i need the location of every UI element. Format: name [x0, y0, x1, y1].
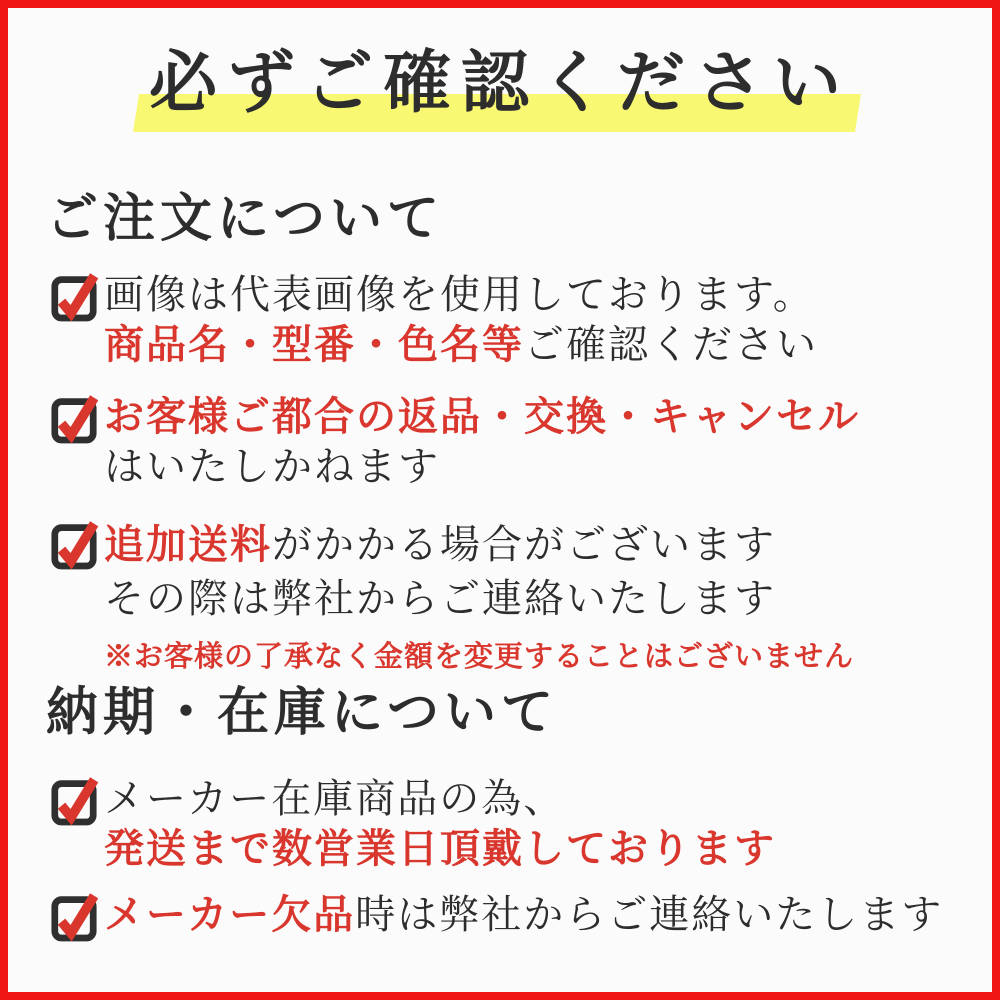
item-line: [104, 320, 818, 370]
item-line: [104, 392, 860, 442]
item-line: [104, 774, 776, 824]
item-text-segment: 画像は代表画像を使用しております。: [104, 272, 815, 317]
item-text-segment: 時は弊社からご連絡いたします: [355, 892, 944, 937]
checkbox-checked-icon: [50, 516, 98, 570]
checkbox-checked-icon: [50, 888, 98, 942]
item-text-segment: その際は弊社からご連絡いたします: [104, 576, 776, 621]
price-change-footnote: ※お客様の了承なく金額を変更することはございません: [104, 641, 855, 673]
notice-item-returns: [50, 392, 860, 492]
item-text-segment-emphasis: メーカー欠品: [104, 892, 356, 937]
item-text-segment: ご確認ください: [524, 322, 818, 367]
page-title: 必ずご確認ください: [148, 45, 851, 121]
notice-item-out-of-stock: [50, 890, 943, 942]
notice-item-extra-shipping: [50, 518, 854, 674]
item-text-segment-emphasis: 商品名・型番・色名等: [104, 322, 524, 367]
item-line: [104, 270, 818, 320]
checkbox-checked-icon: [50, 772, 98, 826]
item-text: [104, 392, 860, 492]
notice-item-representative-image: [50, 270, 818, 370]
item-line: [104, 890, 943, 940]
item-line: [104, 572, 854, 626]
item-line: [104, 518, 854, 572]
item-text-segment: メーカー在庫商品の為、: [104, 776, 566, 821]
checkbox-checked-icon: [50, 390, 98, 444]
section-heading-order: ご注文について: [46, 191, 444, 248]
item-text-segment-emphasis: 追加送料: [104, 522, 272, 567]
item-text-segment-emphasis: お客様ご都合の返品・交換・キャンセル: [104, 394, 860, 439]
item-text: [104, 518, 854, 674]
notice-item-maker-stock: [50, 774, 776, 874]
section-heading-stock: 納期・在庫について: [46, 685, 558, 742]
item-text-segment-emphasis: 発送まで数営業日頂戴しております: [104, 826, 776, 871]
item-text: [104, 774, 776, 874]
item-line: [104, 824, 776, 874]
item-line: [104, 442, 860, 492]
checkbox-checked-icon: [50, 268, 98, 322]
item-text: [104, 270, 818, 370]
item-text-segment: がかかる場合がございます: [272, 522, 776, 567]
item-text-segment: はいたしかねます: [104, 444, 440, 489]
item-text: [104, 890, 943, 940]
